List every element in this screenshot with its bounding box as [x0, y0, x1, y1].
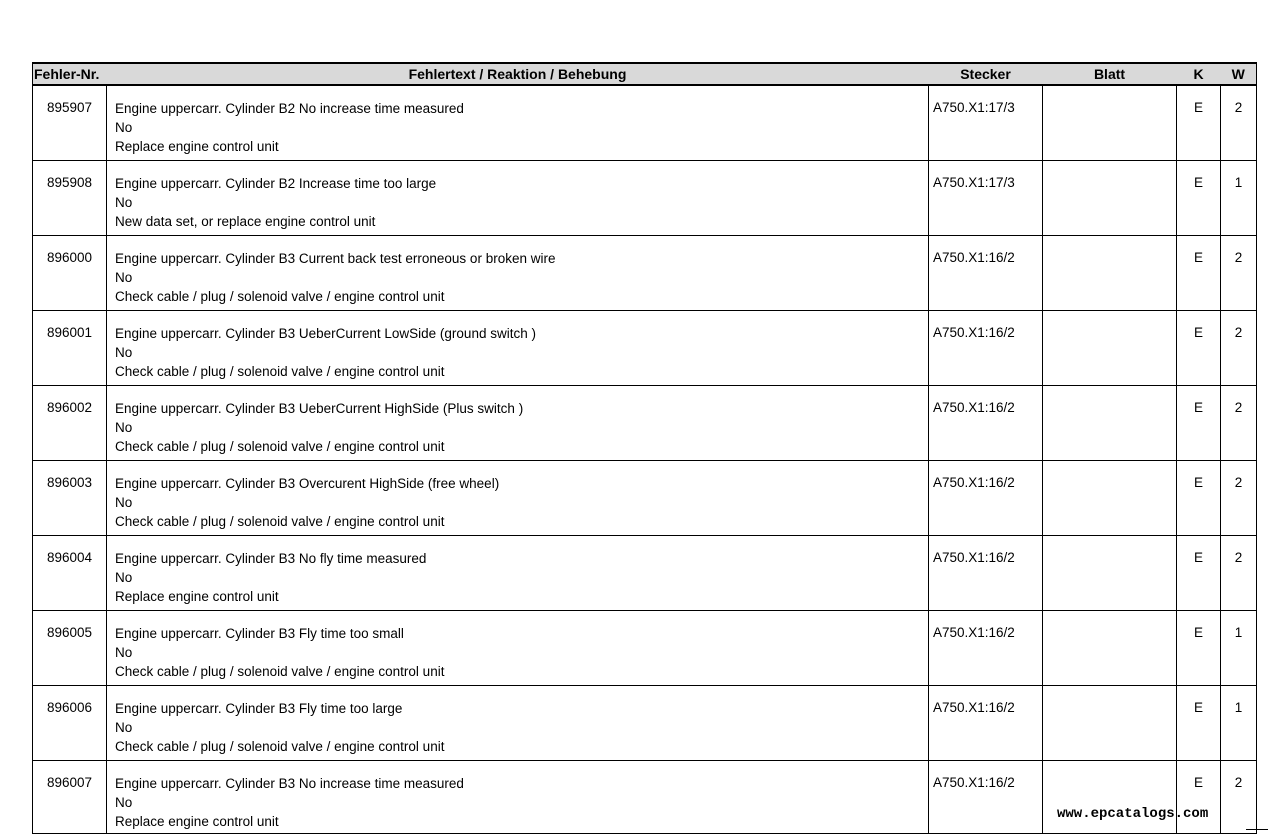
k-value: E — [1177, 236, 1221, 311]
sheet-ref — [1043, 311, 1177, 386]
fault-number: 896002 — [33, 386, 107, 461]
fault-description: Engine uppercarr. Cylinder B3 No increase time measured — [115, 776, 464, 791]
header-fehler-nr: Fehler-Nr. — [33, 63, 107, 85]
fault-reaction: No — [115, 795, 133, 810]
fault-reaction: No — [115, 345, 133, 360]
fault-reaction: No — [115, 645, 133, 660]
fault-number: 896006 — [33, 686, 107, 761]
table-row — [33, 161, 1257, 236]
w-value: 2 — [1221, 386, 1257, 461]
fault-remedy: Replace engine control unit — [115, 589, 279, 604]
k-value: E — [1177, 761, 1221, 834]
header-k: K — [1177, 63, 1221, 85]
fault-text-cell — [107, 236, 929, 311]
fault-reaction: No — [115, 195, 133, 210]
fault-text-cell — [107, 311, 929, 386]
w-value: 2 — [1221, 461, 1257, 536]
table-row — [33, 761, 1257, 834]
k-value: E — [1177, 85, 1221, 161]
fault-reaction: No — [115, 570, 133, 585]
w-value: 2 — [1221, 85, 1257, 161]
fault-number: 896003 — [33, 461, 107, 536]
fault-number: 896001 — [33, 311, 107, 386]
table-row — [33, 611, 1257, 686]
header-row — [33, 63, 1257, 85]
k-value: E — [1177, 311, 1221, 386]
fault-remedy: New data set, or replace engine control unit — [115, 214, 376, 229]
fault-reaction: No — [115, 720, 133, 735]
sheet-ref — [1043, 611, 1177, 686]
table-row — [33, 236, 1257, 311]
connector: A750.X1:16/2 — [929, 236, 1043, 311]
fault-text-cell — [107, 761, 929, 834]
table-row — [33, 536, 1257, 611]
w-value: 1 — [1221, 161, 1257, 236]
table-body — [33, 85, 1257, 834]
k-value: E — [1177, 536, 1221, 611]
w-value: 1 — [1221, 686, 1257, 761]
watermark-text: www.epcatalogs.com — [1057, 806, 1209, 822]
connector: A750.X1:16/2 — [929, 386, 1043, 461]
fault-text-cell — [107, 461, 929, 536]
fault-reaction: No — [115, 270, 133, 285]
fault-description: Engine uppercarr. Cylinder B2 Increase time too large — [115, 176, 437, 191]
fault-text-cell — [107, 386, 929, 461]
table-row — [33, 386, 1257, 461]
fault-description: Engine uppercarr. Cylinder B3 No fly time measured — [115, 551, 427, 566]
k-value: E — [1177, 611, 1221, 686]
fault-reaction: No — [115, 120, 133, 135]
table-row — [33, 461, 1257, 536]
table-row — [33, 85, 1257, 161]
fault-text-cell — [107, 686, 929, 761]
connector: A750.X1:16/2 — [929, 536, 1043, 611]
fault-remedy: Replace engine control unit — [115, 814, 279, 829]
fault-description: Engine uppercarr. Cylinder B3 Fly time too small — [115, 626, 404, 641]
k-value: E — [1177, 386, 1221, 461]
fault-number: 896007 — [33, 761, 107, 834]
w-value: 2 — [1221, 536, 1257, 611]
k-value: E — [1177, 686, 1221, 761]
fault-text-cell — [107, 611, 929, 686]
sheet-ref — [1043, 236, 1177, 311]
table-header — [33, 63, 1257, 85]
w-value: 2 — [1221, 311, 1257, 386]
fault-description: Engine uppercarr. Cylinder B3 UeberCurrent LowSide (ground switch ) — [115, 326, 536, 341]
sheet-ref — [1043, 161, 1177, 236]
connector: A750.X1:16/2 — [929, 311, 1043, 386]
fault-code-table-container — [32, 62, 1256, 834]
fault-remedy: Replace engine control unit — [115, 139, 279, 154]
header-fehlertext: Fehlertext / Reaktion / Behebung — [107, 63, 929, 85]
fault-description: Engine uppercarr. Cylinder B3 Current back test erroneous or broken wire — [115, 251, 556, 266]
fault-reaction: No — [115, 420, 133, 435]
w-value: 2 — [1221, 236, 1257, 311]
fault-remedy: Check cable / plug / solenoid valve / engine control unit — [115, 664, 445, 679]
fault-description: Engine uppercarr. Cylinder B2 No increase time measured — [115, 101, 464, 116]
fault-description: Engine uppercarr. Cylinder B3 UeberCurrent HighSide (Plus switch ) — [115, 401, 524, 416]
header-w: W — [1221, 63, 1257, 85]
fault-number: 895908 — [33, 161, 107, 236]
sheet-ref — [1043, 386, 1177, 461]
connector: A750.X1:16/2 — [929, 461, 1043, 536]
k-value: E — [1177, 161, 1221, 236]
fault-description: Engine uppercarr. Cylinder B3 Fly time too large — [115, 701, 403, 716]
table-row — [33, 311, 1257, 386]
header-stecker: Stecker — [929, 63, 1043, 85]
fault-number: 896004 — [33, 536, 107, 611]
fault-number: 895907 — [33, 85, 107, 161]
fault-reaction: No — [115, 495, 133, 510]
fault-description: Engine uppercarr. Cylinder B3 Overcurent HighSide (free wheel) — [115, 476, 500, 491]
fault-remedy: Check cable / plug / solenoid valve / engine control unit — [115, 439, 445, 454]
w-value: 2 — [1221, 761, 1257, 834]
fault-code-table — [32, 62, 1257, 834]
fault-text-cell — [107, 85, 929, 161]
sheet-ref — [1043, 761, 1177, 834]
fault-remedy: Check cable / plug / solenoid valve / engine control unit — [115, 289, 445, 304]
connector: A750.X1:17/3 — [929, 161, 1043, 236]
fault-remedy: Check cable / plug / solenoid valve / engine control unit — [115, 514, 445, 529]
fault-text-cell — [107, 161, 929, 236]
k-value: E — [1177, 461, 1221, 536]
connector: A750.X1:16/2 — [929, 611, 1043, 686]
fault-remedy: Check cable / plug / solenoid valve / engine control unit — [115, 739, 445, 754]
connector: A750.X1:17/3 — [929, 85, 1043, 161]
fault-remedy: Check cable / plug / solenoid valve / engine control unit — [115, 364, 445, 379]
fault-number: 896000 — [33, 236, 107, 311]
table-row — [33, 686, 1257, 761]
fault-number: 896005 — [33, 611, 107, 686]
sheet-ref — [1043, 536, 1177, 611]
sheet-ref — [1043, 85, 1177, 161]
fault-text-cell — [107, 536, 929, 611]
header-blatt: Blatt — [1043, 63, 1177, 85]
w-value: 1 — [1221, 611, 1257, 686]
sheet-ref — [1043, 686, 1177, 761]
connector: A750.X1:16/2 — [929, 686, 1043, 761]
sheet-ref — [1043, 461, 1177, 536]
connector: A750.X1:16/2 — [929, 761, 1043, 834]
page-corner-rule — [1246, 829, 1268, 830]
